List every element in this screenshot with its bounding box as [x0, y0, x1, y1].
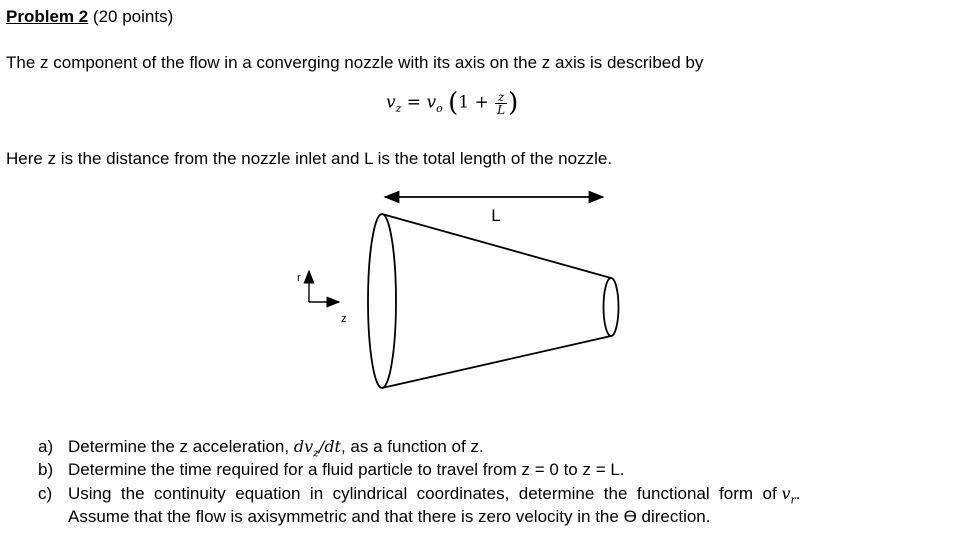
- question-b-text: Determine the time required for a fluid particle to travel from z = 0 to z = L.: [68, 460, 625, 479]
- problem-number: Problem 2: [6, 7, 89, 26]
- inlet-ellipse: [368, 214, 396, 388]
- eq-frac-num: z: [495, 91, 507, 104]
- question-c-label: c): [38, 484, 53, 503]
- r-axis-label: r: [297, 272, 301, 284]
- eq-close-paren: ): [508, 88, 519, 118]
- question-b: [38, 460, 625, 480]
- eq-v: v: [426, 92, 437, 113]
- description-text: Here z is the distance from the nozzle inlet and L is the total length of the nozzle.: [6, 149, 613, 168]
- question-b-label: b): [38, 460, 54, 479]
- question-a-text: Determine the z acceleration,: [68, 437, 294, 456]
- eq-equals: =: [401, 92, 427, 113]
- question-c-line2: Assume that the flow is axisymmetric and that there is zero velocity in the ϴ direction.: [68, 507, 711, 526]
- question-c-math: v: [781, 484, 791, 503]
- outlet-ellipse: [604, 278, 619, 336]
- problem-points: (20 points): [88, 7, 174, 26]
- eq-v-sub: o: [436, 101, 443, 115]
- question-a-math: dv: [293, 437, 314, 456]
- nozzle-shape: [368, 214, 619, 388]
- eq-frac-den: L: [497, 102, 506, 117]
- intro-text: The z component of the flow in a converging nozzle with its axis on the z axis is described by: [6, 53, 704, 72]
- coordinate-axes: [297, 271, 347, 325]
- question-a-math-sub: z: [313, 446, 319, 460]
- question-c-math-sub: r: [790, 493, 796, 507]
- question-a-math-after: /dt: [318, 437, 341, 456]
- eq-one-plus: 1 +: [458, 92, 495, 113]
- nozzle-bottom-edge: [382, 336, 611, 388]
- question-a: [38, 437, 484, 459]
- eq-lhs-sub: z: [395, 101, 402, 115]
- z-axis-label: z: [341, 313, 347, 325]
- question-a-label: a): [38, 437, 54, 456]
- question-c: [38, 484, 800, 506]
- eq-open-paren: (: [448, 88, 459, 118]
- length-label: L: [491, 206, 501, 225]
- question-c-text-after: .: [795, 484, 801, 503]
- question-c-text: Using the continuity equation in cylindrical coordinates, determine the functional form of: [68, 484, 782, 503]
- eq-lhs: v: [386, 92, 396, 113]
- question-a-text-after: , as a function of z.: [340, 437, 484, 456]
